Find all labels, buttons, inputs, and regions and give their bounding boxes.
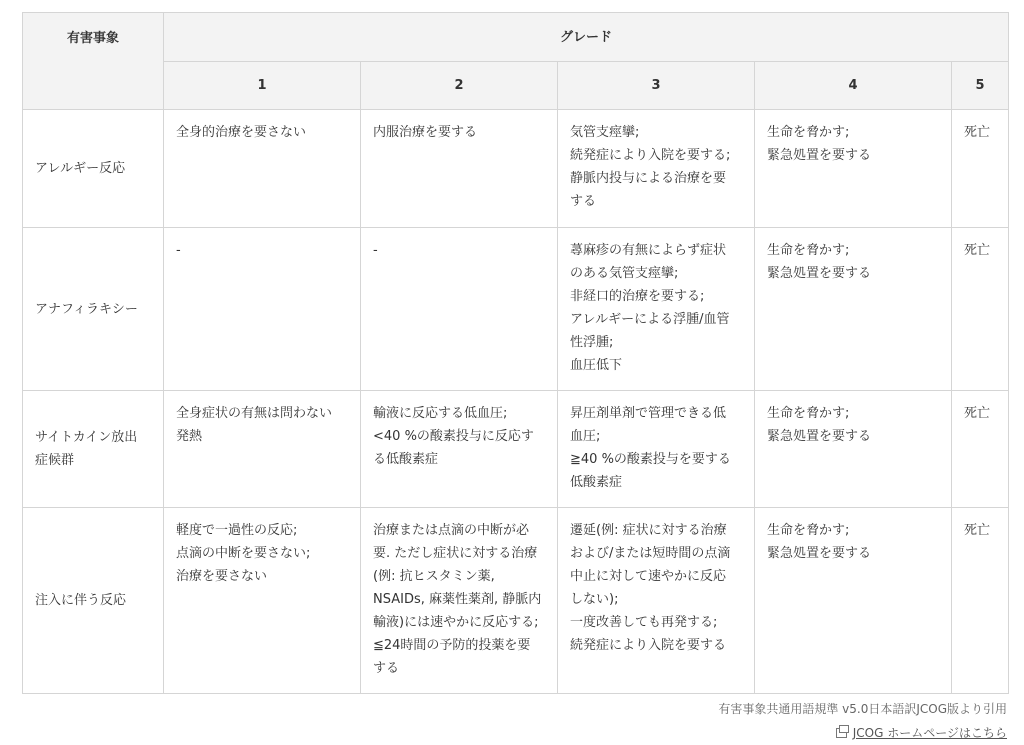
grade-2-cell: [361, 110, 558, 228]
grade-3-cell: [558, 508, 755, 694]
cell-text-line: する: [570, 194, 597, 209]
cell-text-line: 死亡: [964, 243, 991, 258]
grade-2-cell: [361, 228, 558, 391]
grade-1-cell: [164, 110, 361, 228]
cell-text-line: 生命を脅かす;: [767, 523, 850, 538]
source-citation: 有害事象共通用語規準 v5.0日本語訳JCOG版より引用: [718, 702, 1007, 716]
cell-text-line: 血圧;: [570, 429, 601, 444]
cell-text-line: ≧40 %の酸素投与を要する: [570, 452, 731, 467]
grade-1-header: 1: [164, 62, 361, 110]
table-footer: [718, 697, 1007, 745]
grade-1-cell: [164, 228, 361, 391]
grade-5-cell: [952, 508, 1009, 694]
cell-text-line: しない);: [570, 592, 619, 607]
cell-text-line: 続発症により入院を要する;: [570, 148, 731, 163]
cell-text-line: および/または短時間の点滴: [570, 546, 731, 561]
cell-text-line: 蕁麻疹の有無によらず症状: [570, 243, 727, 258]
cell-text-line: する: [373, 661, 400, 676]
cell-text-line: 静脈内投与による治療を要: [570, 171, 727, 186]
event-name-cell: アナフィラキシー: [23, 228, 164, 391]
table-row: [23, 228, 1009, 391]
grade-2-header: 2: [361, 62, 558, 110]
cell-text-line: (例: 抗ヒスタミン薬,: [373, 569, 495, 584]
grade-4-cell: [755, 110, 952, 228]
cell-text-line: 死亡: [964, 125, 991, 140]
grade-4-cell: [755, 228, 952, 391]
grade-2-cell: [361, 391, 558, 508]
cell-text-line: 緊急処置を要する: [767, 266, 872, 281]
grade-3-cell: [558, 391, 755, 508]
grade-2-cell: [361, 508, 558, 694]
cell-text-line: NSAIDs, 麻薬性薬剤, 静脈内: [373, 592, 542, 607]
external-link-icon: [836, 728, 847, 738]
cell-text-line: 要. ただし症状に対する治療: [373, 546, 538, 561]
cell-text-line: 治療を要さない: [176, 569, 268, 584]
grade-group-header: グレード: [164, 13, 1009, 62]
grade-1-cell: [164, 508, 361, 694]
cell-text-line: 遷延(例: 症状に対する治療: [570, 523, 727, 538]
cell-text-line: 点滴の中断を要さない;: [176, 546, 311, 561]
cell-text-line: 低酸素症: [570, 475, 623, 490]
table-row: [23, 391, 1009, 508]
grade-4-cell: [755, 391, 952, 508]
grade-3-cell: [558, 110, 755, 228]
cell-text-line: 生命を脅かす;: [767, 406, 850, 421]
jcog-homepage-link[interactable]: JCOG ホームページはこちら: [852, 726, 1007, 740]
table-row: [23, 508, 1009, 694]
event-name-cell: 注入に伴う反応: [23, 508, 164, 694]
grade-4-header: 4: [755, 62, 952, 110]
cell-text-line: 続発症により入院を要する: [570, 638, 727, 653]
cell-text-line: アレルギーによる浮腫/血管: [570, 312, 730, 327]
cell-text-line: 生命を脅かす;: [767, 125, 850, 140]
cell-text-line: のある気管支痙攣;: [570, 266, 679, 281]
cell-text-line: 昇圧剤単剤で管理できる低: [570, 406, 727, 421]
cell-text-line: <40 %の酸素投与に反応す: [373, 429, 534, 444]
cell-text-line: 緊急処置を要する: [767, 546, 872, 561]
grade-5-cell: [952, 228, 1009, 391]
grade-5-cell: [952, 110, 1009, 228]
cell-text-line: ≦24時間の予防的投薬を要: [373, 638, 531, 653]
cell-text-line: 死亡: [964, 523, 991, 538]
grade-5-cell: [952, 391, 1009, 508]
grade-1-cell: [164, 391, 361, 508]
cell-text-line: 死亡: [964, 406, 991, 421]
cell-text-line: 血圧低下: [570, 358, 623, 373]
cell-text-line: 気管支痙攣;: [570, 125, 640, 140]
cell-text-line: 治療または点滴の中断が必: [373, 523, 530, 538]
cell-text-line: 生命を脅かす;: [767, 243, 850, 258]
cell-text-line: 一度改善しても再発する;: [570, 615, 718, 630]
cell-text-line: -: [373, 243, 378, 258]
event-column-header: 有害事象: [23, 13, 164, 110]
cell-text-line: 非経口的治療を要する;: [570, 289, 705, 304]
grade-4-cell: [755, 508, 952, 694]
jcog-link-row[interactable]: [718, 721, 1007, 745]
cell-text-line: 性浮腫;: [570, 335, 614, 350]
adverse-event-table: [22, 12, 1009, 694]
cell-text-line: 中止に対して速やかに反応: [570, 569, 727, 584]
event-name-line: サイトカイン放出: [35, 430, 138, 445]
cell-text-line: る低酸素症: [373, 452, 439, 467]
cell-text-line: 全身的治療を要さない: [176, 125, 307, 140]
cell-text-line: 全身症状の有無は問わない: [176, 406, 333, 421]
cell-text-line: 緊急処置を要する: [767, 148, 872, 163]
cell-text-line: 輸液)には速やかに反応する;: [373, 615, 539, 630]
cell-text-line: 軽度で一過性の反応;: [176, 523, 298, 538]
cell-text-line: 発熱: [176, 429, 203, 444]
grade-5-header: 5: [952, 62, 1009, 110]
table-row: [23, 110, 1009, 228]
cell-text-line: 輸液に反応する低血圧;: [373, 406, 508, 421]
event-name-cell: アレルギー反応: [23, 110, 164, 228]
event-name-line: 症候群: [35, 453, 75, 468]
event-name-cell: [23, 391, 164, 508]
grade-3-cell: [558, 228, 755, 391]
cell-text-line: 緊急処置を要する: [767, 429, 872, 444]
grade-3-header: 3: [558, 62, 755, 110]
cell-text-line: -: [176, 243, 181, 258]
cell-text-line: 内服治療を要する: [373, 125, 478, 140]
